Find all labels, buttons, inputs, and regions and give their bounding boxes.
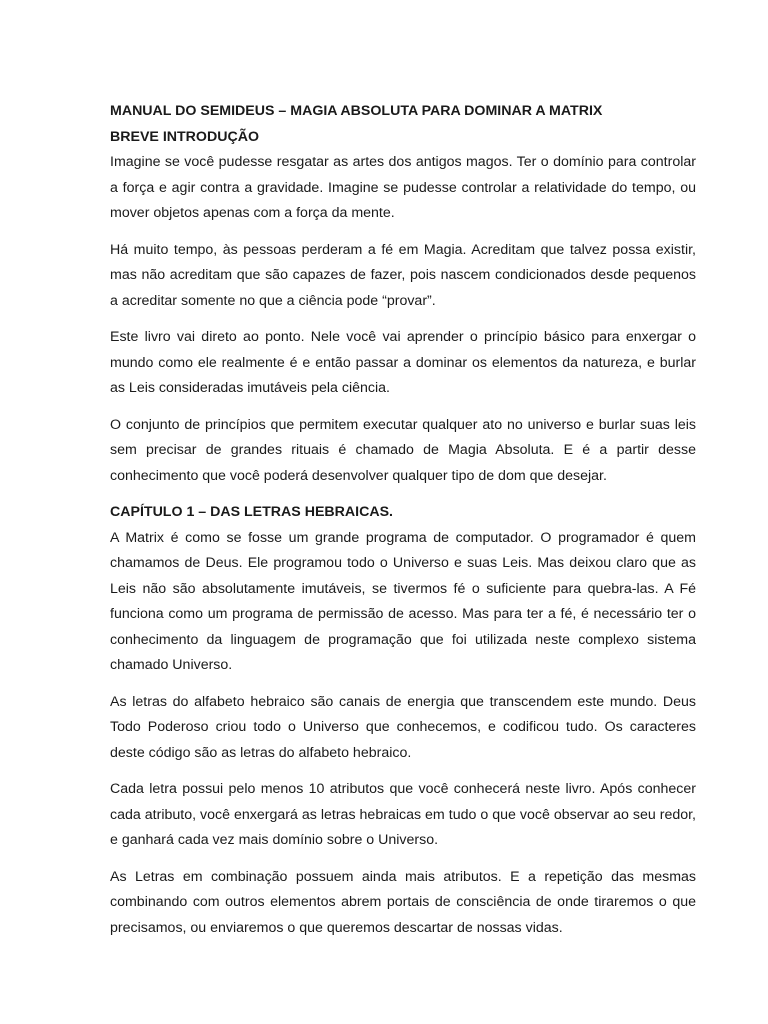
intro-paragraph: Este livro vai direto ao ponto. Nele você vai aprender o princípio básico para enxergar o mundo como ele realmente é e então passar a dominar os elementos da natureza, e burlar as Leis consideradas imutáveis pela ciência. (110, 329, 696, 396)
document-title: MANUAL DO SEMIDEUS – MAGIA ABSOLUTA PARA DOMINAR A MATRIX (110, 103, 603, 119)
chapter-paragraph: As letras do alfabeto hebraico são canais de energia que transcendem este mundo. Deus Todo Poderoso criou todo o Universo que conhecemos, e codificou tudo. Os caracteres deste código são as letras do alfabeto hebraico. (110, 693, 696, 761)
intro-paragraph: Imagine se você pudesse resgatar as artes dos antigos magos. Ter o domínio para controlar a força e agir contra a gravidade. Imagine se pudesse controlar a relatividade do tempo, ou mover objetos apenas com a força da mente. (110, 154, 696, 221)
document-page (110, 99, 696, 952)
chapter-paragraph: Cada letra possui pelo menos 10 atributos que você conhecerá neste livro. Após conhecer cada atributo, você enxergará as letras hebraicas em tudo o que você observar ao seu redor, e ganhará cada vez mais domínio sobre o Universo. (110, 781, 696, 848)
intro-paragraph: Há muito tempo, às pessoas perderam a fé em Magia. Acreditam que talvez possa existir, mas não acreditam que são capazes de fazer, pois nascem condicionados desde pequenos a acreditar somente no que a ciência pode “provar”. (110, 241, 696, 309)
chapter-paragraph: As Letras em combinação possuem ainda mais atributos. E a repetição das mesmas combinando com outros elementos abrem portais de consciência de onde tiraremos o que precisamos, ou enviaremos o que queremos descartar de nossas vidas. (110, 868, 696, 936)
chapter-heading: CAPÍTULO 1 – DAS LETRAS HEBRAICAS. (110, 504, 393, 520)
intro-paragraph: O conjunto de princípios que permitem executar qualquer ato no universo e burlar suas leis sem precisar de grandes rituais é chamado de Magia Absoluta. E é a partir desse conhecimento que você poderá desenvolver qualquer tipo de dom que desejar. (110, 416, 696, 484)
chapter-paragraph: A Matrix é como se fosse um grande programa de computador. O programador é quem chamamos de Deus. Ele programou todo o Universo e suas Leis. Mas deixou claro que as Leis não são absolutamente imutáveis, se tivermos fé o suficiente para quebra-las. A Fé funciona como um programa de permissão de acesso. Mas para ter a fé, é necessário ter o conhecimento da linguagem de programação que foi utilizada neste complexo sistema chamado Universo. (110, 529, 696, 673)
intro-heading: BREVE INTRODUÇÃO (110, 128, 259, 145)
